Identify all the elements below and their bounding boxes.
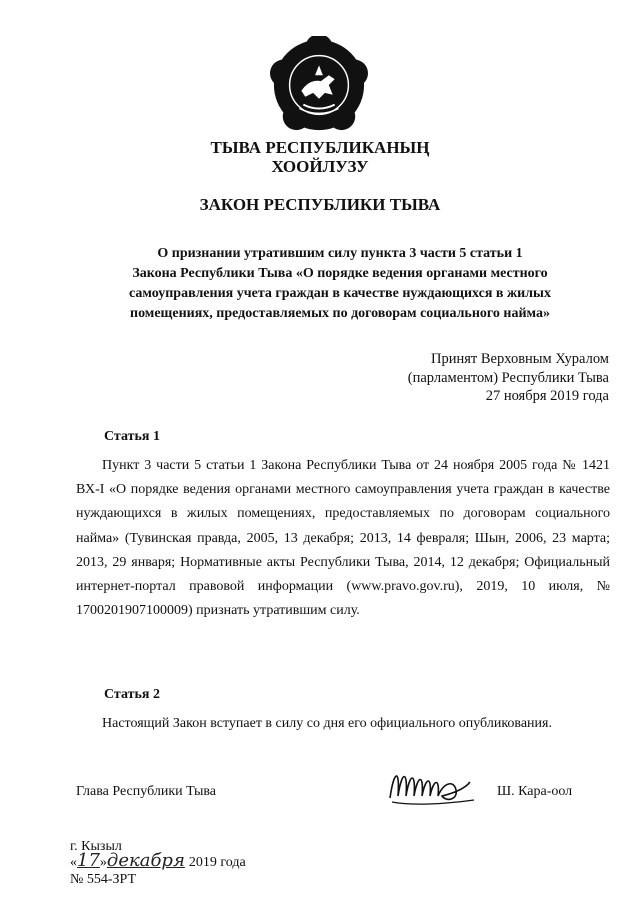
date-year: 2019 года — [188, 855, 246, 870]
adoption-line: Принят Верховным Хуралом — [431, 351, 609, 367]
article-2-heading: Статья 2 — [104, 687, 160, 702]
article-2-text: Настоящий Закон вступает в силу со дня его официального опубликования. — [102, 716, 552, 731]
date-month: декабря — [106, 850, 185, 871]
date-day: 17 — [77, 850, 100, 871]
article-1-text: Пункт 3 части 5 статьи 1 Закона Республики Тыва от 24 ноября 2005 года № 1421 ВХ-I «О порядке ведения органами местного самоуправления учета граждан в качестве нуждающихся в жилых помещениях, предоставляемых по договорам социального найма» (Тувинская правда, 2005, 13 декабря; 2013, 14 февраля; Шын, 2006, 23 марта; 2013, 29 января; Нормативные акты Республики Тыва, 2014, 12 декабря; Официальный интернет-портал правовой информации (www.pravo.gov.ru), 2019, 10 июля, № 1700201907100009) признать утратившим силу. — [76, 458, 610, 619]
article-2-body — [76, 712, 610, 736]
law-subject — [90, 244, 590, 324]
emblem-icon — [270, 36, 368, 134]
subject-line: О признании утратившим силу пункта 3 части 5 статьи 1 — [157, 246, 523, 261]
adoption-line: (парламентом) Республики Тыва — [407, 369, 609, 386]
date-quote-close: » — [99, 855, 107, 870]
parliament-title-line1: ТЫВА РЕСПУБЛИКАНЫҢ — [210, 138, 430, 157]
signatory-title: Глава Республики Тыва — [76, 784, 217, 799]
subject-line: Закона Республики Тыва «О порядке ведения органами местного — [132, 266, 548, 281]
city: г. Кызыл — [70, 839, 122, 854]
law-title: ЗАКОН РЕСПУБЛИКИ ТЫВА — [199, 195, 441, 214]
signatory-name: Ш. Кара-оол — [497, 784, 573, 799]
parliament-title-line2: ХООЙЛУЗУ — [271, 157, 369, 176]
subject-line: самоуправления учета граждан в качестве нуждающихся в жилых — [129, 286, 551, 301]
article-1-body — [76, 454, 610, 623]
signing-date — [70, 851, 290, 872]
date-quote-open: « — [70, 855, 77, 870]
law-number: № 554-ЗРТ — [70, 872, 137, 887]
adoption-info — [408, 350, 609, 406]
subject-line: помещениях, предоставляемых по договорам социального найма» — [130, 306, 550, 321]
article-1-heading: Статья 1 — [104, 429, 160, 444]
handwritten-signature — [384, 760, 478, 810]
adoption-date: 27 ноября 2019 года — [485, 388, 609, 404]
